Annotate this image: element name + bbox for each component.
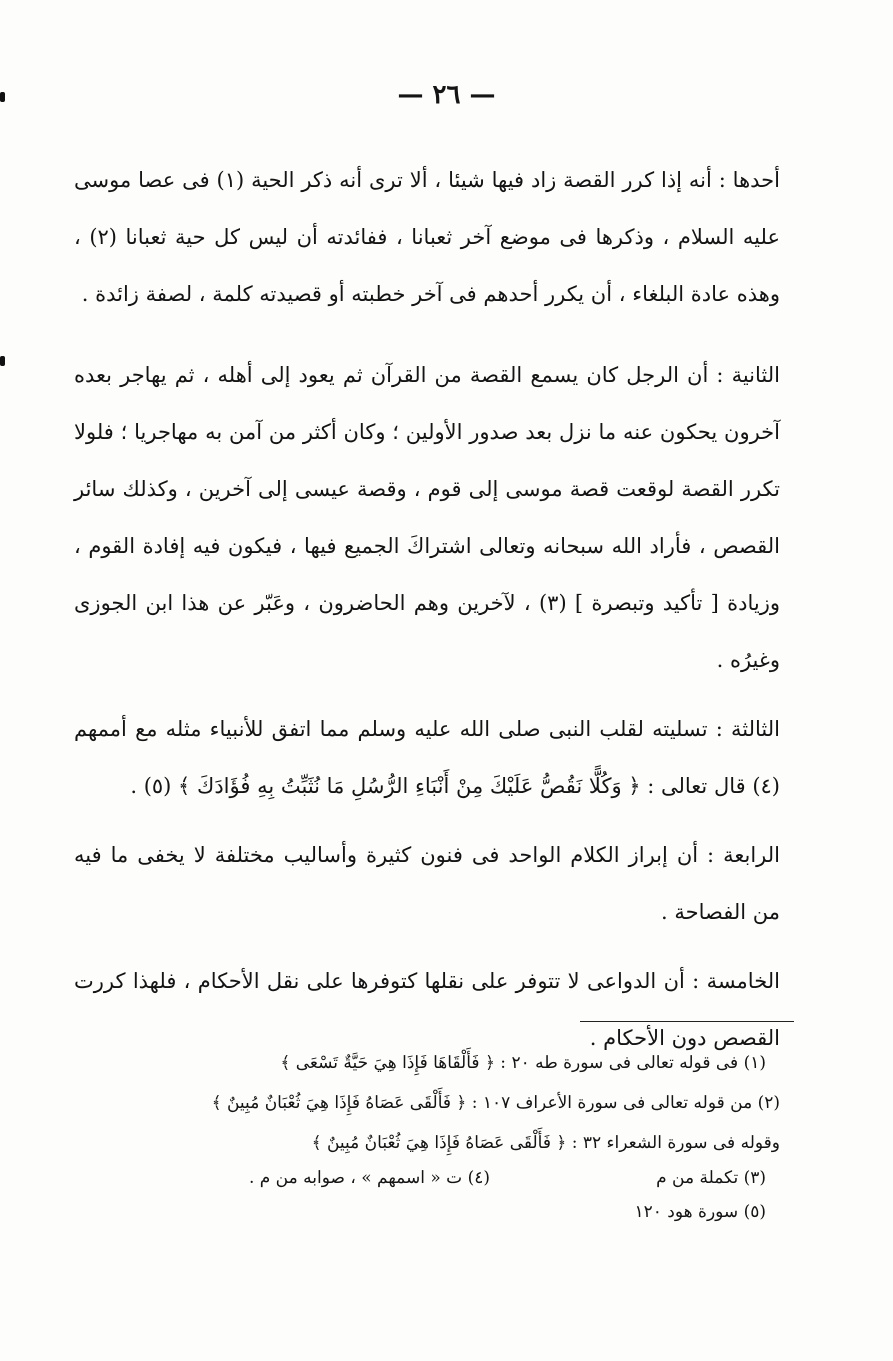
footnote-4: (٤) ت « اسمهم » ، صوابه من م . bbox=[248, 1168, 490, 1188]
footnote-5: (٥) سورة هود ١٢٠ bbox=[634, 1202, 766, 1222]
paragraph-fifth: الخامسة : أن الدواعى لا تتوفر على نقلها كتوفرها على نقل الأحكام ، فلهذا كررت القصص دون الأحكام . bbox=[74, 969, 780, 1050]
footnote-2-continued: وقوله فى سورة الشعراء ٣٢ : ﴿ فَأَلْقَى عَصَاهُ فَإِذَا هِيَ ثُعْبَانٌ مُبِينٌ ﴾ bbox=[311, 1133, 780, 1153]
paragraph-third: الثالثة : تسليته لقلب النبى صلى الله عليه وسلم مما اتفق للأنبياء مثله مع أممهم (٤) قال تعالى : ﴿ وَكُلًّا نَقُصُّ عَلَيْكَ مِنْ أَنْبَاءِ الرُّسُلِ مَا نُثَبِّتُ بِهِ فُؤَادَكَ ﴾ (٥) . bbox=[74, 717, 780, 798]
footnote-divider bbox=[580, 1021, 794, 1022]
footnote-2: (٢) من قوله تعالى فى سورة الأعراف ١٠٧ : ﴿ فَأَلْقَى عَصَاهُ فَإِذَا هِيَ ثُعْبَانٌ مُبِينٌ ﴾ bbox=[211, 1093, 780, 1113]
paragraph-fourth: الرابعة : أن إبراز الكلام الواحد فى فنون كثيرة وأساليب مختلفة لا يخفى ما فيه من الفصاحة . bbox=[74, 843, 780, 924]
margin-mark bbox=[0, 356, 5, 366]
margin-mark bbox=[0, 92, 5, 102]
main-text bbox=[74, 152, 780, 1067]
page-number: — ٢٦ — bbox=[397, 80, 496, 110]
footnote-1: (١) فى قوله تعالى فى سورة طه ٢٠ : ﴿ فَأَلْقَاهَا فَإِذَا هِيَ حَيَّةٌ تَسْعَى ﴾ bbox=[280, 1053, 766, 1073]
footnotes bbox=[74, 1048, 780, 1236]
paragraph-second: الثانية : أن الرجل كان يسمع القصة من القرآن ثم يعود إلى أهله ، ثم يهاجر بعده آخرون يحكون عنه ما نزل بعد صدور الأولين ؛ وكان أكثر من آمن به مهاجريا ؛ فلولا تكرر القصة لوقعت قصة موسى إلى قوم ، وقصة عيسى إلى آخرين ، وكذلك سائر القصص ، فأراد الله سبحانه وتعالى اشتراكَ الجميع فيها ، فيكون فيه إفادة القوم ، وزيادة [ تأكيد وتبصرة ] (٣) ، لآخرين وهم الحاضرون ، وعَبّر عن هذا ابن الجوزى وغيرُه . bbox=[74, 363, 780, 672]
footnote-3: (٣) تكملة من م bbox=[656, 1168, 766, 1188]
paragraph-first: أحدها : أنه إذا كرر القصة زاد فيها شيئا ، ألا ترى أنه ذكر الحية (١) فى عصا موسى عليه السلام ، وذكرها فى موضع آخر ثعبانا ، ففائدته أن ليس كل حية ثعبانا (٢) ، وهذه عادة البلغاء ، أن يكرر أحدهم فى آخر خطبته أو قصيدته كلمة ، لصفة زائدة . bbox=[74, 168, 780, 306]
